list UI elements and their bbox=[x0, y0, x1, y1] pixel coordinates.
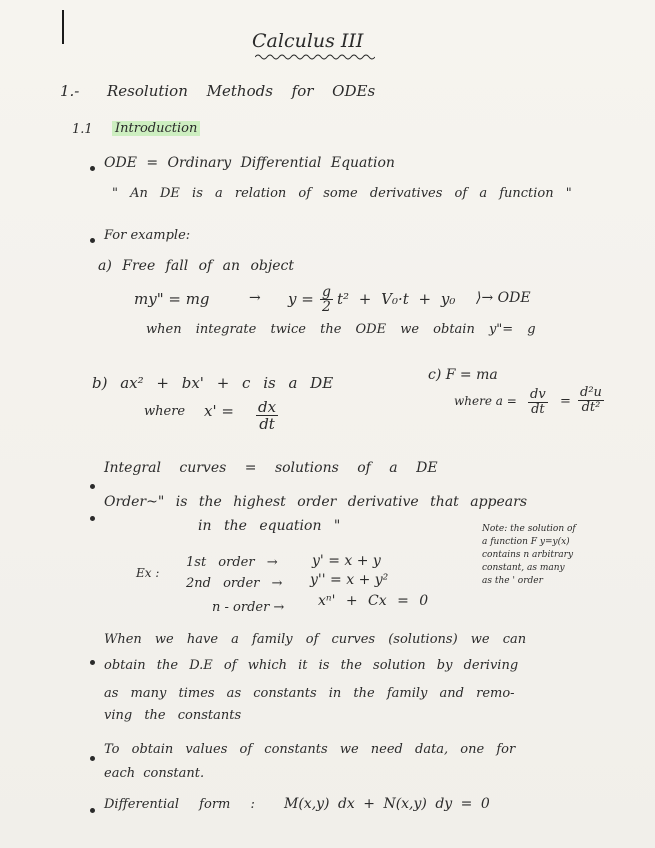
example-a-eq1: my" = mg bbox=[134, 290, 210, 308]
bullet bbox=[90, 238, 95, 243]
note-line: a function F y=y(x) bbox=[482, 537, 570, 547]
subsection-heading: Introduction bbox=[112, 121, 200, 136]
example-b-xprime: x' = bbox=[204, 402, 234, 420]
example-b-eq: b) ax² + bx' + c is a DE bbox=[92, 374, 334, 392]
example-c-where: where a = bbox=[454, 394, 517, 408]
equals-sign: = bbox=[560, 394, 571, 409]
ex1-eq: y' = x + y bbox=[312, 553, 381, 569]
family-line-3: as many times as constants in the family and remo- bbox=[104, 686, 515, 701]
integral-curves: Integral curves = solutions of a DE bbox=[104, 460, 438, 476]
page-title: Calculus III bbox=[252, 30, 364, 52]
ex1-order: 1st order → bbox=[186, 555, 278, 570]
family-line-1: When we have a family of curves (solutions) we can bbox=[104, 632, 527, 647]
values-line-1: To obtain values of constants we need data, one for bbox=[104, 742, 516, 757]
fraction-dv-dt: $\frac{dv}{dt}$ bbox=[530, 387, 546, 417]
section-heading: Resolution Methods for ODEs bbox=[107, 82, 376, 100]
margin-mark bbox=[62, 10, 64, 44]
order-line-2: in the equation " bbox=[198, 518, 341, 534]
family-line-4: ving the constants bbox=[104, 708, 242, 723]
arrow: → bbox=[249, 290, 261, 306]
note-line: as the ' order bbox=[482, 576, 543, 586]
example-a-when: when integrate twice the ODE we obtain y"= g bbox=[146, 322, 536, 337]
fraction-g-over-2: $\frac{g}{2}$ bbox=[322, 284, 331, 315]
example-c-eq: c) F = ma bbox=[428, 367, 498, 383]
exn-order: n - order → bbox=[212, 600, 285, 615]
ode-quote: " An DE is a relation of some derivatives of a function " bbox=[112, 186, 572, 201]
ex2-order: 2nd order → bbox=[186, 576, 283, 591]
section-number: 1.- bbox=[60, 82, 80, 100]
ex2-eq: y'' = x + y² bbox=[310, 572, 389, 588]
note-line: constant, as many bbox=[482, 563, 565, 573]
exn-eq: xⁿ' + Cx = 0 bbox=[318, 593, 429, 609]
values-line-2: each constant. bbox=[104, 766, 205, 781]
for-example: For example: bbox=[104, 228, 191, 243]
subsection-number: 1.1 bbox=[72, 122, 93, 137]
bullet bbox=[90, 484, 95, 489]
ode-definition: ODE = Ordinary Differential Equation bbox=[104, 155, 395, 171]
diff-form-label: Differential form : bbox=[104, 797, 255, 812]
example-a-label: a) Free fall of an object bbox=[98, 258, 294, 274]
family-line-2: obtain the D.E of which it is the solution by deriving bbox=[104, 658, 519, 673]
side-note bbox=[482, 523, 576, 588]
note-line: contains n arbitrary bbox=[482, 550, 574, 560]
fraction-d2u-dt2: $\frac{\text{d²u}}{\text{dt²}}$ bbox=[580, 385, 602, 415]
diff-form-eq: M(x,y) dx + N(x,y) dy = 0 bbox=[284, 796, 490, 812]
example-b-where: where bbox=[144, 404, 186, 419]
ode-arrow: ⟩→ ODE bbox=[476, 290, 531, 306]
bullet bbox=[90, 516, 95, 521]
note-line: Note: the solution of bbox=[482, 524, 576, 534]
ex-label: Ex : bbox=[136, 566, 160, 580]
bullet bbox=[90, 166, 95, 171]
bullet bbox=[90, 808, 95, 813]
bullet bbox=[90, 660, 95, 665]
title-underline bbox=[255, 53, 375, 61]
fraction-dx-dt: $\frac{dx}{dt}$ bbox=[258, 398, 277, 433]
example-a-eq2-start: y = bbox=[288, 290, 314, 308]
bullet bbox=[90, 756, 95, 761]
order-line-1: Order~" is the highest order derivative that appears bbox=[104, 494, 528, 510]
example-a-eq2-end: t² + V₀·t + y₀ bbox=[337, 290, 456, 308]
